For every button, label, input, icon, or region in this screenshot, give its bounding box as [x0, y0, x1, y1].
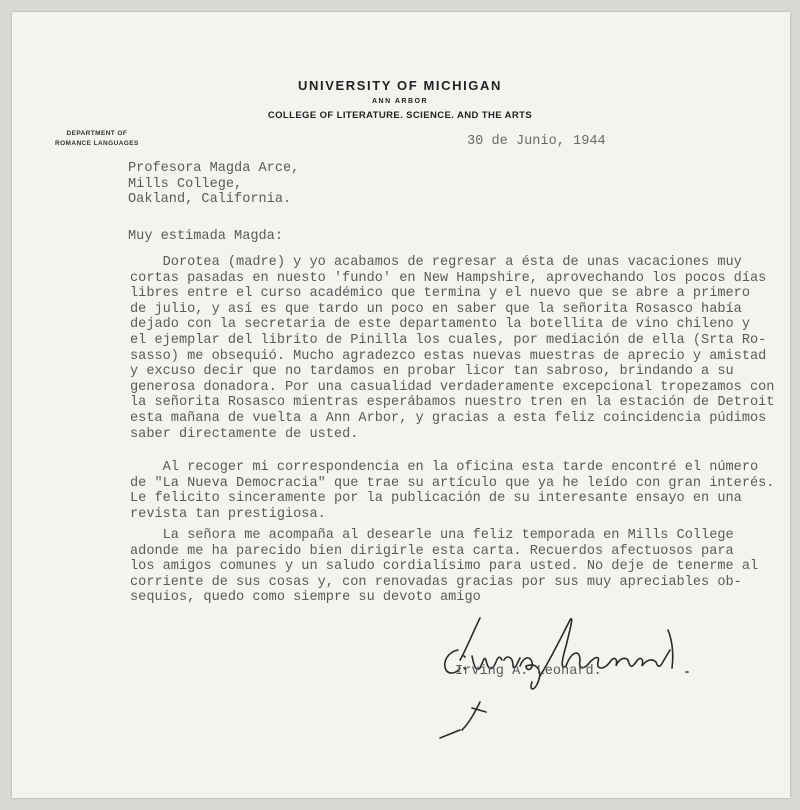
paragraph-line: el ejemplar del librito de Pinilla los cuales, por mediación de ella (Srta Ro-: [130, 332, 767, 348]
paragraph-line: corriente de sus cosas y, con renovadas gracias por sus muy apreciables ob-: [130, 574, 742, 590]
paragraph-line: la señorita Rosasco mientras esperábamos nuestro tren en la estación de Detroit: [130, 395, 775, 411]
address-line: Profesora Magda Arce,: [128, 161, 300, 176]
typed-signature-name: Irving A. Leonard.: [455, 664, 602, 679]
paragraph-line: esta mañana de vuelta a Ann Arbor, y gracias a esta feliz coincidencia púdimos: [130, 410, 767, 426]
salutation: Muy estimada Magda:: [128, 229, 283, 244]
department-line: DEPARTMENT OF: [66, 130, 128, 137]
paragraph-line: los amigos comunes y un saludo cordialísimo para usted. No deje de tenerme al: [130, 559, 759, 575]
paragraph-line: de julio, y así es que tardo un poco en saber que la señorita Rosasco había: [130, 301, 742, 317]
letter-date: 30 de Junio, 1944: [467, 134, 606, 149]
paragraph-line: Dorotea (madre) y yo acabamos de regresar a ésta de unas vacaciones muy: [130, 255, 742, 270]
paragraph-line: cortas pasadas en nuesto 'fundo' en New Hampshire, aprovechando los pocos días: [130, 270, 767, 286]
letterhead-college: COLLEGE OF LITERATURE. SCIENCE. AND THE ARTS: [267, 110, 533, 121]
paragraph-line: saber directamente de usted.: [130, 426, 359, 442]
paragraph-line: generosa donadora. Por una casualidad verdaderamente excepcional tropezamos con: [130, 379, 775, 395]
paragraph-line: revista tan prestigiosa.: [130, 506, 326, 522]
letterhead-department: [55, 129, 139, 149]
address-line: Oakland, California.: [128, 192, 292, 208]
paragraph-1: [130, 255, 774, 442]
letterhead-city: ANN ARBOR: [371, 98, 429, 105]
paragraph-line: adonde me ha parecido bien dirigirle esta carta. Recuerdos afectuosos para: [130, 543, 734, 559]
paragraph-2: [130, 460, 774, 522]
letterhead-university: UNIVERSITY OF MICHIGAN: [298, 78, 502, 93]
paragraph-line: dejado con la secretaria de este departamento la botellita de vino chileno y: [130, 317, 750, 333]
address-line: Mills College,: [128, 176, 243, 192]
paragraph-line: Le felicito sinceramente por la publicación de su interesante ensayo en una: [130, 491, 742, 507]
paragraph-line: sasso) me obsequió. Mucho agradezco estas nuevas muestras de aprecio y amistad: [130, 348, 767, 364]
paragraph-line: libres entre el curso académico que termina y el nuevo que se abre a primero: [130, 286, 750, 302]
department-line: ROMANCE LANGUAGES: [55, 140, 139, 147]
paragraph-line: Al recoger mi correspondencia en la oficina esta tarde encontré el número: [130, 460, 759, 475]
paragraph-line: sequios, quedo como siempre su devoto amigo: [130, 590, 481, 606]
paragraph-line: de "La Nueva Democracia" que trae su artículo que ya he leído con gran interés.: [130, 475, 775, 491]
recipient-address: [128, 161, 299, 208]
paragraph-line: La señora me acompaña al desearle una feliz temporada en Mills College: [130, 528, 734, 543]
paragraph-line: y excuso decir que no tardamos en probar licor tan sabroso, brindando a su: [130, 364, 734, 380]
